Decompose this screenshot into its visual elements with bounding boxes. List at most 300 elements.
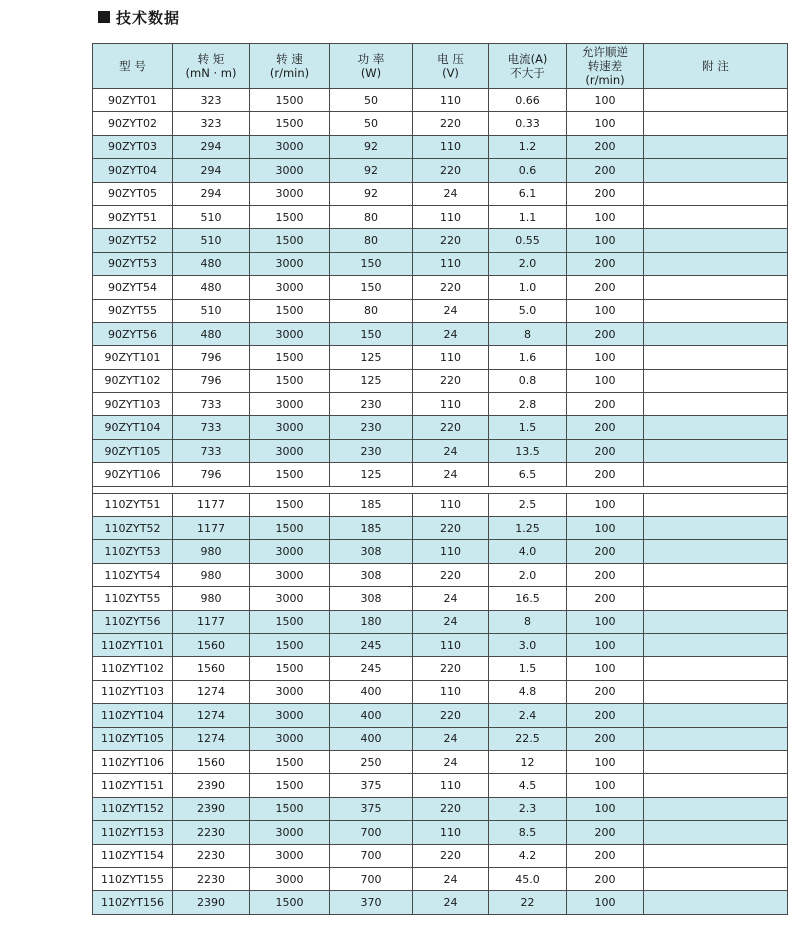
cell-diff: 200: [567, 563, 644, 586]
cell-voltage: 220: [413, 797, 489, 820]
cell-voltage: 24: [413, 750, 489, 773]
cell-voltage: 24: [413, 439, 489, 462]
cell-speed: 3000: [250, 587, 330, 610]
cell-model: 90ZYT01: [93, 89, 173, 112]
table-row: [93, 299, 788, 322]
table-row: [93, 867, 788, 890]
cell-current: 2.3: [489, 797, 567, 820]
cell-torque: 1560: [173, 633, 250, 656]
cell-current: 22.5: [489, 727, 567, 750]
cell-torque: 2230: [173, 844, 250, 867]
cell-current: 1.1: [489, 205, 567, 228]
cell-notes: [644, 182, 788, 205]
cell-model: 110ZYT151: [93, 774, 173, 797]
cell-current: 1.5: [489, 657, 567, 680]
cell-current: 0.8: [489, 369, 567, 392]
cell-torque: 1560: [173, 657, 250, 680]
cell-current: 2.4: [489, 704, 567, 727]
table-row: [93, 680, 788, 703]
cell-current: 0.33: [489, 112, 567, 135]
cell-notes: [644, 797, 788, 820]
cell-speed: 1500: [250, 89, 330, 112]
cell-torque: 980: [173, 587, 250, 610]
cell-power: 230: [330, 393, 413, 416]
cell-torque: 294: [173, 135, 250, 158]
cell-speed: 1500: [250, 610, 330, 633]
cell-speed: 3000: [250, 276, 330, 299]
cell-current: 2.5: [489, 493, 567, 516]
cell-notes: [644, 463, 788, 486]
cell-speed: 3000: [250, 727, 330, 750]
cell-power: 230: [330, 416, 413, 439]
header-voltage: 电 压 (V): [413, 44, 489, 89]
cell-current: 0.6: [489, 159, 567, 182]
cell-current: 4.2: [489, 844, 567, 867]
cell-torque: 1560: [173, 750, 250, 773]
cell-current: 16.5: [489, 587, 567, 610]
cell-model: 90ZYT53: [93, 252, 173, 275]
cell-voltage: 110: [413, 821, 489, 844]
cell-notes: [644, 867, 788, 890]
cell-model: 110ZYT52: [93, 517, 173, 540]
cell-model: 110ZYT156: [93, 891, 173, 914]
table-row: [93, 229, 788, 252]
cell-current: 4.5: [489, 774, 567, 797]
cell-power: 700: [330, 844, 413, 867]
cell-notes: [644, 563, 788, 586]
table-row: [93, 844, 788, 867]
cell-torque: 323: [173, 112, 250, 135]
cell-power: 400: [330, 704, 413, 727]
cell-notes: [644, 633, 788, 656]
cell-diff: 200: [567, 821, 644, 844]
cell-voltage: 220: [413, 276, 489, 299]
cell-diff: 200: [567, 416, 644, 439]
cell-diff: 100: [567, 112, 644, 135]
cell-notes: [644, 112, 788, 135]
cell-torque: 294: [173, 182, 250, 205]
cell-speed: 3000: [250, 393, 330, 416]
cell-model: 110ZYT104: [93, 704, 173, 727]
header-torque: 转 矩 (mN · m): [173, 44, 250, 89]
technical-data-table: [92, 43, 788, 915]
cell-current: 4.8: [489, 680, 567, 703]
cell-diff: 200: [567, 276, 644, 299]
cell-model: 110ZYT103: [93, 680, 173, 703]
cell-power: 375: [330, 774, 413, 797]
cell-model: 90ZYT54: [93, 276, 173, 299]
cell-power: 250: [330, 750, 413, 773]
cell-notes: [644, 540, 788, 563]
cell-model: 90ZYT51: [93, 205, 173, 228]
cell-voltage: 24: [413, 182, 489, 205]
table-row: [93, 540, 788, 563]
cell-diff: 100: [567, 229, 644, 252]
cell-speed: 3000: [250, 821, 330, 844]
table-row: [93, 89, 788, 112]
cell-current: 22: [489, 891, 567, 914]
cell-torque: 733: [173, 416, 250, 439]
cell-current: 45.0: [489, 867, 567, 890]
cell-notes: [644, 750, 788, 773]
cell-speed: 1500: [250, 463, 330, 486]
cell-torque: 796: [173, 463, 250, 486]
cell-diff: 200: [567, 135, 644, 158]
cell-current: 8: [489, 610, 567, 633]
cell-speed: 3000: [250, 135, 330, 158]
cell-torque: 2230: [173, 867, 250, 890]
cell-torque: 733: [173, 439, 250, 462]
cell-current: 13.5: [489, 439, 567, 462]
cell-model: 110ZYT152: [93, 797, 173, 820]
cell-power: 230: [330, 439, 413, 462]
cell-diff: 200: [567, 587, 644, 610]
cell-power: 375: [330, 797, 413, 820]
table-row: [93, 393, 788, 416]
cell-speed: 3000: [250, 563, 330, 586]
cell-notes: [644, 774, 788, 797]
cell-diff: 100: [567, 205, 644, 228]
cell-speed: 3000: [250, 867, 330, 890]
cell-current: 2.8: [489, 393, 567, 416]
table-row: [93, 821, 788, 844]
cell-torque: 510: [173, 205, 250, 228]
cell-notes: [644, 276, 788, 299]
cell-power: 400: [330, 680, 413, 703]
cell-voltage: 110: [413, 633, 489, 656]
cell-torque: 1274: [173, 704, 250, 727]
cell-notes: [644, 517, 788, 540]
cell-diff: 200: [567, 182, 644, 205]
cell-model: 90ZYT55: [93, 299, 173, 322]
cell-notes: [644, 205, 788, 228]
table-row: [93, 135, 788, 158]
cell-power: 308: [330, 563, 413, 586]
cell-diff: 100: [567, 346, 644, 369]
cell-diff: 200: [567, 844, 644, 867]
cell-voltage: 220: [413, 229, 489, 252]
header-model: 型 号: [93, 44, 173, 89]
table-row: [93, 416, 788, 439]
table-row: [93, 633, 788, 656]
cell-voltage: 24: [413, 463, 489, 486]
cell-notes: [644, 299, 788, 322]
cell-voltage: 24: [413, 299, 489, 322]
header-current: 电流(A) 不大于: [489, 44, 567, 89]
cell-current: 0.55: [489, 229, 567, 252]
cell-notes: [644, 393, 788, 416]
cell-model: 90ZYT106: [93, 463, 173, 486]
cell-model: 110ZYT105: [93, 727, 173, 750]
cell-torque: 2390: [173, 774, 250, 797]
cell-speed: 1500: [250, 229, 330, 252]
cell-power: 150: [330, 276, 413, 299]
table-row: [93, 276, 788, 299]
cell-speed: 3000: [250, 439, 330, 462]
cell-power: 125: [330, 369, 413, 392]
cell-voltage: 24: [413, 587, 489, 610]
cell-power: 92: [330, 159, 413, 182]
cell-notes: [644, 252, 788, 275]
cell-model: 90ZYT104: [93, 416, 173, 439]
header-notes: 附 注: [644, 44, 788, 89]
cell-speed: 1500: [250, 346, 330, 369]
table-row: [93, 797, 788, 820]
cell-voltage: 110: [413, 346, 489, 369]
cell-current: 1.0: [489, 276, 567, 299]
cell-current: 1.5: [489, 416, 567, 439]
cell-speed: 1500: [250, 774, 330, 797]
table-row: [93, 182, 788, 205]
cell-notes: [644, 587, 788, 610]
cell-speed: 1500: [250, 369, 330, 392]
cell-diff: 100: [567, 797, 644, 820]
cell-notes: [644, 657, 788, 680]
cell-notes: [644, 891, 788, 914]
cell-torque: 1274: [173, 727, 250, 750]
cell-diff: 200: [567, 463, 644, 486]
table-row: [93, 112, 788, 135]
cell-diff: 100: [567, 610, 644, 633]
cell-torque: 510: [173, 299, 250, 322]
cell-notes: [644, 229, 788, 252]
cell-torque: 1274: [173, 680, 250, 703]
table-row: [93, 322, 788, 345]
table-row: [93, 774, 788, 797]
cell-notes: [644, 727, 788, 750]
cell-torque: 796: [173, 369, 250, 392]
cell-model: 110ZYT154: [93, 844, 173, 867]
cell-speed: 3000: [250, 704, 330, 727]
cell-speed: 3000: [250, 182, 330, 205]
cell-power: 125: [330, 346, 413, 369]
cell-voltage: 24: [413, 867, 489, 890]
cell-voltage: 220: [413, 563, 489, 586]
cell-power: 150: [330, 322, 413, 345]
cell-model: 90ZYT05: [93, 182, 173, 205]
table-row: [93, 205, 788, 228]
cell-notes: [644, 493, 788, 516]
cell-voltage: 24: [413, 610, 489, 633]
cell-speed: 1500: [250, 797, 330, 820]
cell-model: 110ZYT51: [93, 493, 173, 516]
table-row: [93, 346, 788, 369]
cell-notes: [644, 821, 788, 844]
cell-model: 90ZYT52: [93, 229, 173, 252]
cell-notes: [644, 159, 788, 182]
table-row: [93, 750, 788, 773]
cell-speed: 1500: [250, 205, 330, 228]
cell-model: 110ZYT101: [93, 633, 173, 656]
cell-voltage: 110: [413, 135, 489, 158]
cell-power: 700: [330, 821, 413, 844]
cell-power: 700: [330, 867, 413, 890]
cell-diff: 100: [567, 891, 644, 914]
cell-current: 2.0: [489, 563, 567, 586]
cell-diff: 100: [567, 369, 644, 392]
cell-diff: 100: [567, 89, 644, 112]
cell-speed: 3000: [250, 322, 330, 345]
cell-power: 245: [330, 633, 413, 656]
cell-current: 3.0: [489, 633, 567, 656]
cell-speed: 3000: [250, 159, 330, 182]
separator-cell: [93, 486, 788, 493]
table-row: [93, 463, 788, 486]
cell-torque: 980: [173, 540, 250, 563]
cell-model: 110ZYT106: [93, 750, 173, 773]
cell-notes: [644, 416, 788, 439]
cell-diff: 200: [567, 704, 644, 727]
cell-torque: 1177: [173, 610, 250, 633]
cell-model: 110ZYT55: [93, 587, 173, 610]
table-row: [93, 517, 788, 540]
cell-notes: [644, 322, 788, 345]
cell-diff: 100: [567, 299, 644, 322]
cell-model: 110ZYT155: [93, 867, 173, 890]
cell-voltage: 220: [413, 369, 489, 392]
cell-power: 370: [330, 891, 413, 914]
cell-current: 1.6: [489, 346, 567, 369]
cell-model: 90ZYT102: [93, 369, 173, 392]
cell-notes: [644, 704, 788, 727]
cell-model: 90ZYT03: [93, 135, 173, 158]
group-separator: [93, 486, 788, 493]
cell-speed: 1500: [250, 517, 330, 540]
cell-voltage: 220: [413, 416, 489, 439]
cell-power: 185: [330, 517, 413, 540]
cell-power: 80: [330, 205, 413, 228]
cell-notes: [644, 610, 788, 633]
cell-speed: 3000: [250, 680, 330, 703]
cell-voltage: 110: [413, 774, 489, 797]
cell-power: 400: [330, 727, 413, 750]
cell-voltage: 220: [413, 704, 489, 727]
cell-notes: [644, 844, 788, 867]
cell-model: 110ZYT53: [93, 540, 173, 563]
cell-diff: 100: [567, 517, 644, 540]
cell-model: 110ZYT56: [93, 610, 173, 633]
cell-torque: 510: [173, 229, 250, 252]
cell-power: 80: [330, 299, 413, 322]
table-row: [93, 439, 788, 462]
cell-voltage: 110: [413, 205, 489, 228]
cell-model: 90ZYT04: [93, 159, 173, 182]
cell-current: 0.66: [489, 89, 567, 112]
table-row: [93, 159, 788, 182]
section-title: [98, 6, 180, 28]
table-row: [93, 727, 788, 750]
table-row: [93, 587, 788, 610]
cell-torque: 480: [173, 322, 250, 345]
cell-voltage: 220: [413, 657, 489, 680]
cell-speed: 1500: [250, 750, 330, 773]
table-row: [93, 563, 788, 586]
cell-voltage: 24: [413, 727, 489, 750]
cell-notes: [644, 439, 788, 462]
cell-power: 92: [330, 182, 413, 205]
cell-model: 90ZYT101: [93, 346, 173, 369]
cell-voltage: 110: [413, 493, 489, 516]
cell-diff: 200: [567, 439, 644, 462]
cell-current: 6.1: [489, 182, 567, 205]
cell-speed: 1500: [250, 657, 330, 680]
cell-torque: 2390: [173, 891, 250, 914]
cell-voltage: 220: [413, 159, 489, 182]
cell-model: 90ZYT103: [93, 393, 173, 416]
table-row: [93, 493, 788, 516]
cell-current: 12: [489, 750, 567, 773]
cell-torque: 480: [173, 252, 250, 275]
cell-speed: 3000: [250, 844, 330, 867]
cell-voltage: 220: [413, 112, 489, 135]
cell-speed: 1500: [250, 299, 330, 322]
table-body: [93, 89, 788, 915]
cell-model: 110ZYT153: [93, 821, 173, 844]
cell-diff: 100: [567, 774, 644, 797]
cell-torque: 480: [173, 276, 250, 299]
cell-diff: 200: [567, 680, 644, 703]
cell-current: 1.2: [489, 135, 567, 158]
cell-voltage: 110: [413, 252, 489, 275]
cell-power: 180: [330, 610, 413, 633]
cell-current: 8: [489, 322, 567, 345]
cell-power: 125: [330, 463, 413, 486]
cell-diff: 200: [567, 322, 644, 345]
cell-voltage: 110: [413, 540, 489, 563]
cell-notes: [644, 89, 788, 112]
cell-speed: 3000: [250, 416, 330, 439]
table-row: [93, 369, 788, 392]
cell-voltage: 24: [413, 891, 489, 914]
cell-torque: 1177: [173, 493, 250, 516]
header-speed: 转 速 (r/min): [250, 44, 330, 89]
cell-voltage: 220: [413, 844, 489, 867]
table-row: [93, 610, 788, 633]
cell-torque: 796: [173, 346, 250, 369]
cell-voltage: 110: [413, 89, 489, 112]
header-speed-diff: 允许顺逆 转速差 (r/min): [567, 44, 644, 89]
cell-torque: 323: [173, 89, 250, 112]
cell-torque: 2390: [173, 797, 250, 820]
cell-diff: 100: [567, 750, 644, 773]
cell-voltage: 24: [413, 322, 489, 345]
cell-voltage: 110: [413, 393, 489, 416]
cell-power: 150: [330, 252, 413, 275]
cell-current: 8.5: [489, 821, 567, 844]
cell-torque: 733: [173, 393, 250, 416]
cell-torque: 980: [173, 563, 250, 586]
cell-power: 185: [330, 493, 413, 516]
cell-notes: [644, 346, 788, 369]
cell-torque: 1177: [173, 517, 250, 540]
cell-current: 1.25: [489, 517, 567, 540]
cell-speed: 1500: [250, 891, 330, 914]
section-title-text: 技术数据: [116, 8, 181, 27]
cell-power: 308: [330, 587, 413, 610]
cell-diff: 200: [567, 727, 644, 750]
cell-notes: [644, 680, 788, 703]
cell-diff: 100: [567, 657, 644, 680]
cell-current: 4.0: [489, 540, 567, 563]
cell-diff: 200: [567, 159, 644, 182]
cell-model: 90ZYT105: [93, 439, 173, 462]
table-row: [93, 704, 788, 727]
cell-diff: 100: [567, 633, 644, 656]
cell-diff: 200: [567, 867, 644, 890]
cell-power: 92: [330, 135, 413, 158]
cell-power: 50: [330, 89, 413, 112]
table-row: [93, 891, 788, 914]
